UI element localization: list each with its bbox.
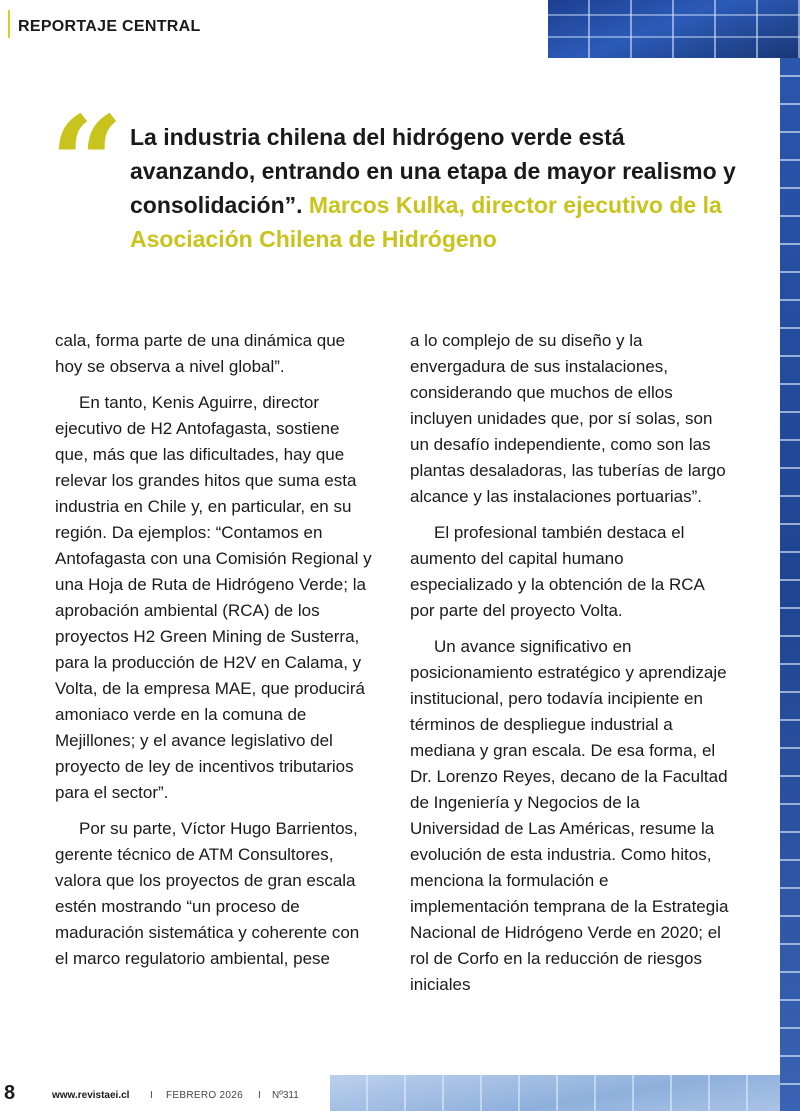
footer-issue: Nº311	[272, 1090, 299, 1101]
paragraph: Por su parte, Víctor Hugo Barrientos, gerente técnico de ATM Consultores, valora que los proyectos de gran escala estén mostrando “un proceso de maduración sistemática y coherente con el marco regulatorio ambiental, pese	[55, 819, 360, 968]
pull-quote-author: Marcos Kulka, director ejecutivo de la Asociación Chilena de Hidrógeno	[130, 192, 722, 252]
paragraph: cala, forma parte de una dinámica que hoy se observa a nivel global”.	[55, 331, 346, 376]
paragraph: a lo complejo de su diseño y la envergadura de sus instalaciones, considerando que muchos de ellos incluyen unidades que, por sí solas, son un desafío independiente, como son las plantas desaladoras, las tuberías de largo alcance y las instalaciones portuarias”.	[410, 331, 726, 506]
pull-quote	[130, 120, 750, 256]
solar-panel-image-top	[548, 0, 800, 58]
paragraph: En tanto, Kenis Aguirre, director ejecutivo de H2 Antofagasta, sostiene que, más que las dificultades, hay que relevar los grandes hitos que suma esta industria en Chile y, en particular, en su región. Da ejemplos: “Contamos en Antofagasta con una Comisión Regional y una Hoja de Ruta de Hidrógeno Verde; la aprobación ambiental (RCA) de los proyectos H2 Green Mining de Susterra, para la producción de H2V en Calama, y Volta, de la empresa MAE, que producirá amoniaco verde en la comuna de Mejillones; y el avance legislativo del proyecto de ley de incentivos tributarios para el sector”.	[55, 393, 372, 802]
pull-quote-text: La industria chilena del hidrógeno verde está avanzando, entrando en una etapa de mayor realismo y consolidación”.	[130, 124, 736, 218]
solar-panel-image-bottom	[330, 1075, 780, 1111]
section-label: REPORTAJE CENTRAL	[18, 18, 201, 35]
footer-separator: I	[258, 1090, 261, 1101]
paragraph: El profesional también destaca el aumento del capital humano especializado y la obtención de la RCA por parte del proyecto Volta.	[410, 523, 704, 620]
solar-panel-image-right	[780, 58, 800, 1111]
footer-separator: I	[150, 1090, 153, 1101]
paragraph: Un avance significativo en posicionamiento estratégico y aprendizaje institucional, pero todavía incipiente en términos de despliegue industrial a mediana y gran escala. De esa forma, el Dr. Lorenzo Reyes, decano de la Facultad de Ingeniería y Negocios de la Universidad de Las Américas, resume la evolución de esta industria. Como hitos, menciona la formulación e implementación temprana de la Estrategia Nacional de Hidrógeno Verde en 2020; el rol de Corfo en la reducción de riesgos iniciales	[410, 637, 729, 994]
article-column-right	[410, 328, 730, 1008]
section-accent-bar	[8, 10, 10, 38]
page-number: 8	[4, 1082, 16, 1104]
footer-site-link[interactable]: www.revistaei.cl	[52, 1090, 130, 1101]
page-footer	[0, 1082, 330, 1110]
quote-mark-icon: “	[50, 89, 124, 239]
footer-date: FEBRERO 2026	[166, 1090, 243, 1101]
article-column-left	[55, 328, 375, 982]
